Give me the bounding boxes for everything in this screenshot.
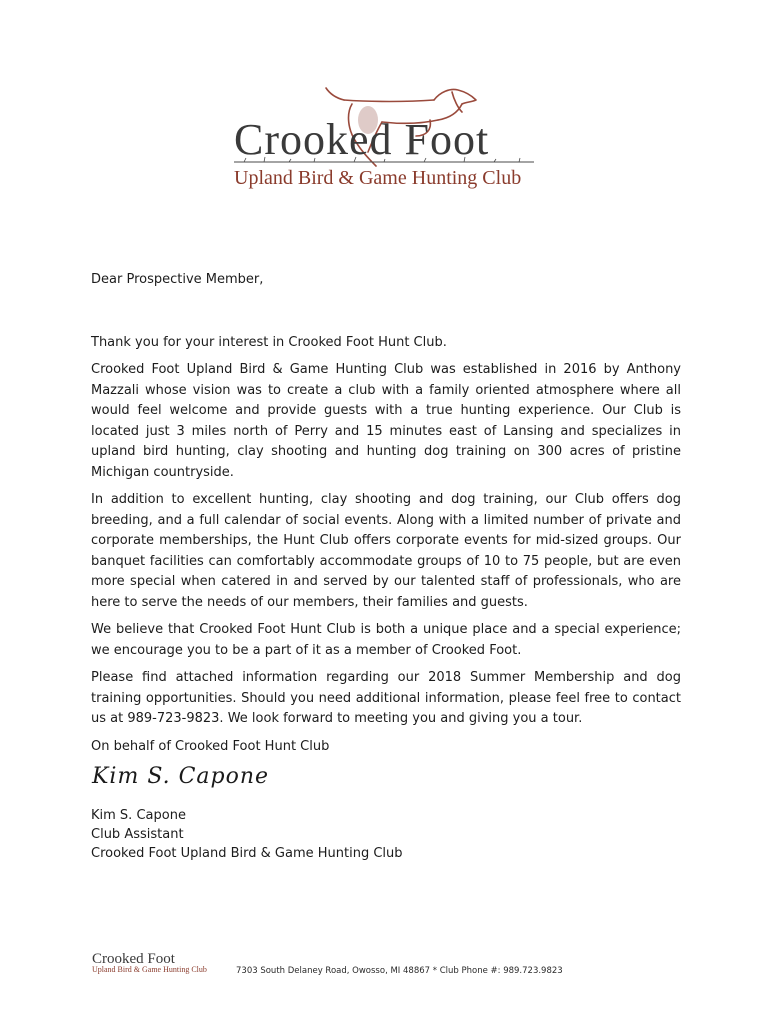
signer-title: Club Assistant — [91, 827, 184, 842]
footer-logo-title: Crooked Foot — [92, 951, 175, 967]
grass-divider — [234, 156, 534, 164]
footer-logo-subtitle: Upland Bird & Game Hunting Club — [92, 965, 207, 974]
logo-subtitle: Upland Bird & Game Hunting Club — [234, 167, 522, 189]
footer-logo — [92, 951, 207, 976]
closing-line: On behalf of Crooked Foot Hunt Club — [91, 738, 330, 754]
letter-body — [91, 270, 681, 757]
salutation: Dear Prospective Member, — [91, 272, 264, 287]
intro-line: Thank you for your interest in Crooked Foot Hunt Club. — [91, 334, 447, 350]
paragraph-services: In addition to excellent hunting, clay shooting and dog training, our Club offers dog breeding, and a full calendar of social events. Along with a limited number of private and corporate memberships, the Hunt Club offers corporate events for mid-sized groups. Our banquet facilities can comfortably accommodate groups of 10 to 75 people, but are even more special when catered in and served by our talented staff of professionals, who are here to serve the needs of our members, their families and guests. — [91, 492, 681, 610]
logo-title: Crooked Foot — [234, 115, 490, 164]
paragraph-invitation: We believe that Crooked Foot Hunt Club is both a unique place and a special experience; we encourage you to be a part of it as a member of Crooked Foot. — [91, 622, 681, 658]
signature-block — [91, 806, 403, 863]
signer-name: Kim S. Capone — [91, 808, 186, 823]
paragraph-contact: Please find attached information regarding our 2018 Summer Membership and dog training opportunities. Should you need additional information, please feel free to contact us at 989-723-9823. We look forward to meeting you and giving you a tour. — [91, 670, 681, 726]
signer-organization: Crooked Foot Upland Bird & Game Hunting Club — [91, 846, 403, 861]
footer-address: 7303 South Delaney Road, Owosso, MI 48867 * Club Phone #: 989.723.9823 — [236, 966, 563, 976]
handwritten-signature: Kim S. Capone — [92, 764, 270, 789]
paragraph-history: Crooked Foot Upland Bird & Game Hunting Club was established in 2016 by Anthony Mazzali whose vision was to create a club with a family oriented atmosphere where all would feel welcome and provide guests with a true hunting experience. Our Club is located just 3 miles north of Perry and 15 minutes east of Lansing and specializes in upland bird hunting, clay shooting and hunting dog training on 300 acres of pristine Michigan countryside. — [91, 362, 681, 480]
